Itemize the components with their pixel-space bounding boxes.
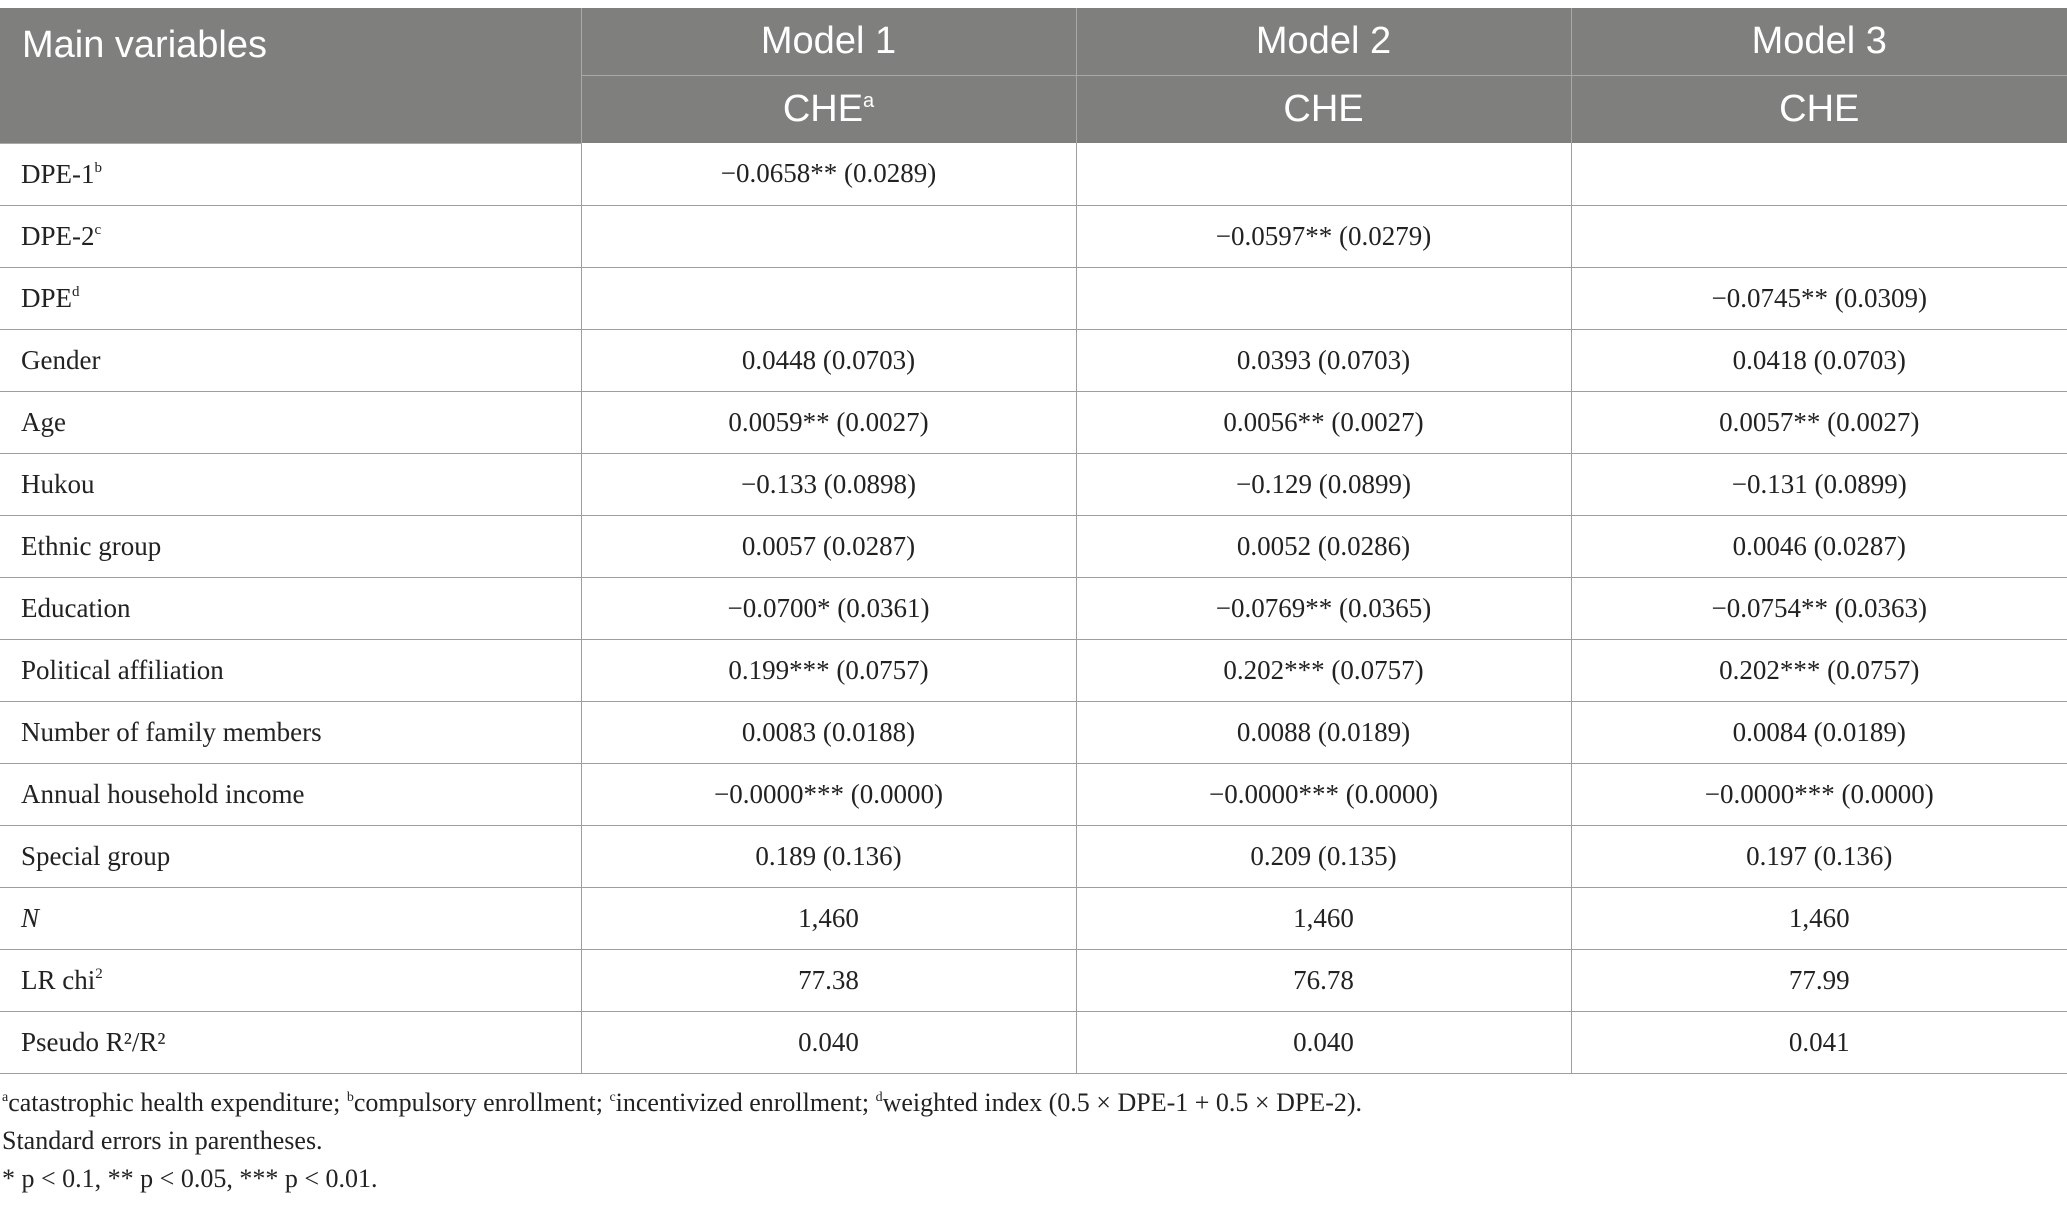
table-row [0,701,2067,763]
row-label: Hukou [0,453,581,515]
table-row [0,453,2067,515]
footnote-marker: a [2,1089,9,1105]
footnote-text: compulsory enrollment; [353,1087,610,1117]
cell-model-1 [581,205,1076,267]
header-dependent-model-3: CHE [1571,76,2067,144]
cell-model-1: −0.0658** (0.0289) [581,143,1076,205]
cell-model-2 [1076,267,1571,329]
footnote-text: catastrophic health expenditure; [8,1087,347,1117]
row-label: Pseudo R²/R² [0,1011,581,1073]
row-label [0,143,581,205]
cell-model-2: 76.78 [1076,949,1571,1011]
row-label-text: DPE-1 [21,158,95,189]
footnote-marker: b [346,1089,354,1105]
cell-model-2: −0.0769** (0.0365) [1076,577,1571,639]
footnote-marker: d [875,1089,883,1105]
header-model-2: Model 2 [1076,8,1571,76]
row-label-text: LR chi [21,964,96,995]
footnote-definitions [2,1084,2067,1122]
cell-model-2: 0.040 [1076,1011,1571,1073]
cell-model-3 [1571,143,2067,205]
cell-model-3: 0.0418 (0.0703) [1571,329,2067,391]
cell-model-2: 0.0088 (0.0189) [1076,701,1571,763]
regression-table [0,8,2067,1074]
cell-model-3: 0.0046 (0.0287) [1571,515,2067,577]
table-row [0,1011,2067,1073]
table-body [0,143,2067,1073]
cell-model-1: −0.0700* (0.0361) [581,577,1076,639]
cell-model-3: 0.202*** (0.0757) [1571,639,2067,701]
footnote-significance: * p < 0.1, ** p < 0.05, *** p < 0.01. [2,1163,378,1193]
cell-model-3: −0.0000*** (0.0000) [1571,763,2067,825]
row-label [0,949,581,1011]
row-label [0,267,581,329]
cell-model-3 [1571,205,2067,267]
superscript: 2 [95,965,103,982]
row-label: Number of family members [0,701,581,763]
cell-model-1: 0.040 [581,1011,1076,1073]
header-model-1: Model 1 [581,8,1076,76]
row-label-text: DPE [21,282,73,313]
footnote-marker: c [94,221,102,238]
table-row [0,639,2067,701]
regression-table-container [0,8,2067,1198]
footnote-text: incentivized enrollment; [615,1087,876,1117]
table-row [0,949,2067,1011]
cell-model-2: −0.0000*** (0.0000) [1076,763,1571,825]
footnote-marker: b [94,159,102,176]
row-label [0,205,581,267]
table-header [0,8,2067,143]
header-dependent-model-1 [581,76,1076,144]
cell-model-3: −0.0745** (0.0309) [1571,267,2067,329]
cell-model-1: 0.0057 (0.0287) [581,515,1076,577]
table-row [0,763,2067,825]
row-label: Gender [0,329,581,391]
row-label-text: DPE-2 [21,220,95,251]
header-dependent-model-2: CHE [1076,76,1571,144]
row-label: Ethnic group [0,515,581,577]
cell-model-2: 1,460 [1076,887,1571,949]
row-label-text: N [21,902,40,933]
header-main-variables: Main variables [0,8,581,143]
cell-model-1: 1,460 [581,887,1076,949]
cell-model-2: 0.0056** (0.0027) [1076,391,1571,453]
cell-model-3: 1,460 [1571,887,2067,949]
cell-model-2 [1076,143,1571,205]
table-row [0,577,2067,639]
row-label [0,887,581,949]
cell-model-3: −0.131 (0.0899) [1571,453,2067,515]
cell-model-2: 0.209 (0.135) [1076,825,1571,887]
cell-model-1: 77.38 [581,949,1076,1011]
dependent-label: CHE [782,88,864,130]
cell-model-3: −0.0754** (0.0363) [1571,577,2067,639]
cell-model-3: 0.041 [1571,1011,2067,1073]
table-row [0,329,2067,391]
cell-model-2: 0.202*** (0.0757) [1076,639,1571,701]
cell-model-3: 0.197 (0.136) [1571,825,2067,887]
table-row [0,267,2067,329]
row-label: Annual household income [0,763,581,825]
row-label: Age [0,391,581,453]
cell-model-2: 0.0052 (0.0286) [1076,515,1571,577]
cell-model-1: 0.189 (0.136) [581,825,1076,887]
footnote-standard-errors: Standard errors in parentheses. [2,1125,323,1155]
table-row [0,391,2067,453]
cell-model-3: 0.0084 (0.0189) [1571,701,2067,763]
cell-model-2: −0.0597** (0.0279) [1076,205,1571,267]
header-model-3: Model 3 [1571,8,2067,76]
table-row [0,143,2067,205]
cell-model-1: 0.0448 (0.0703) [581,329,1076,391]
cell-model-1: 0.0059** (0.0027) [581,391,1076,453]
cell-model-1: −0.0000*** (0.0000) [581,763,1076,825]
cell-model-1 [581,267,1076,329]
cell-model-2: −0.129 (0.0899) [1076,453,1571,515]
table-row [0,825,2067,887]
row-label: Special group [0,825,581,887]
row-label: Education [0,577,581,639]
dependent-footnote-marker: a [863,90,875,112]
cell-model-1: 0.0083 (0.0188) [581,701,1076,763]
footnote-text: weighted index (0.5 × DPE-1 + 0.5 × DPE-2). [882,1087,1363,1117]
cell-model-2: 0.0393 (0.0703) [1076,329,1571,391]
footnote-marker: c [609,1089,616,1105]
cell-model-1: 0.199*** (0.0757) [581,639,1076,701]
table-row [0,515,2067,577]
table-footnotes [0,1084,2067,1198]
cell-model-3: 0.0057** (0.0027) [1571,391,2067,453]
table-row [0,205,2067,267]
footnote-marker: d [72,283,80,300]
row-label: Political affiliation [0,639,581,701]
cell-model-1: −0.133 (0.0898) [581,453,1076,515]
cell-model-3: 77.99 [1571,949,2067,1011]
table-row [0,887,2067,949]
